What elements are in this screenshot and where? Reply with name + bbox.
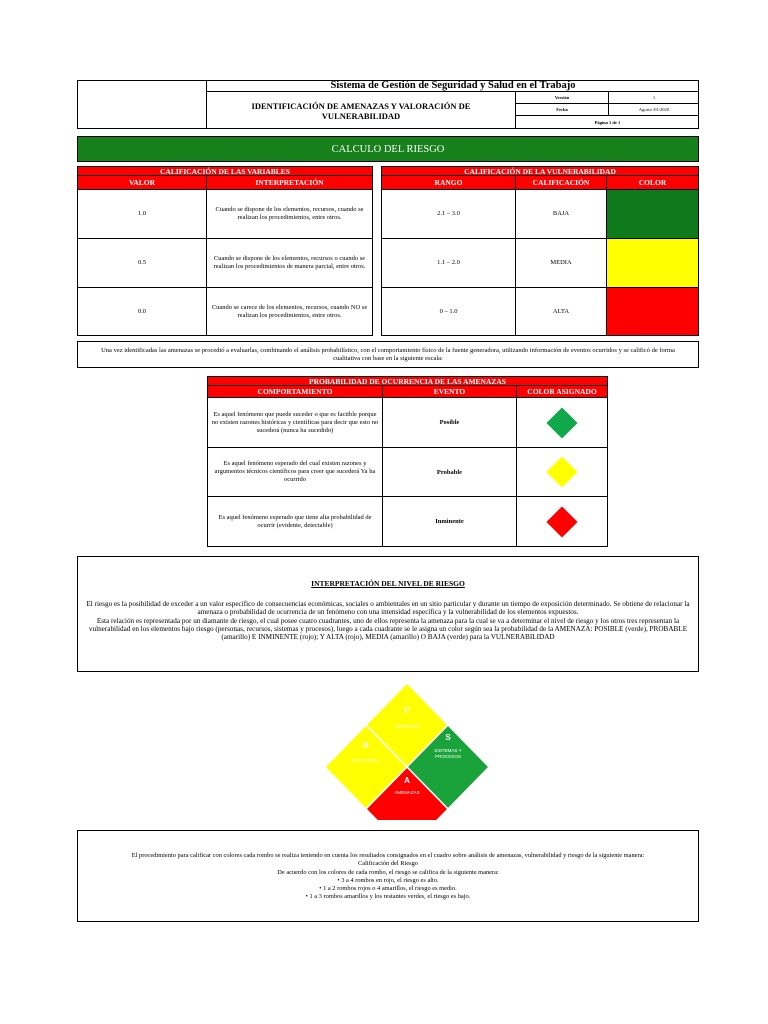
procedure-subtitle: Calificación del Riesgo	[358, 860, 418, 868]
risk-calculation-banner: CALCULO DEL RIESGO	[77, 136, 699, 162]
interpretation-paragraph-2: Esta relación es representada por un diamante de riesgo, el cual posee cuatro cuadrantes, uno de ellos representa la amenaza para la cual se va a determinar el nivel de riesgo y los otros tres representan la vulnerabilidad en los elementos bajo riesgo (personas, recursos, sistemas y procesos), luego a cada cuadrante se le asigna un color según sea la probabilidad de la AMENAZA: POSIBLE (verde), PROBABLE (amarillo) E INMINENTE (rojo); Y ALTA (rojo), MEDIA (amarillo) O BAJA (verde) para la VULNERABILIDAD	[88, 617, 688, 642]
date-label: Fecha	[515, 104, 609, 116]
variable-interpretation: Cuando se dispone de los elementos, recursos, cuando se realizan los procedimientos, entre otros.	[207, 190, 373, 239]
recursos-letter: R	[363, 741, 369, 750]
sistemas-letter: S	[445, 733, 451, 742]
probability-color-cell	[517, 398, 608, 448]
imminent-diamond-icon	[546, 506, 577, 537]
probability-color-cell	[517, 448, 608, 497]
probability-col-color: COLOR ASIGNADO	[517, 386, 608, 398]
version-label: Versión	[515, 92, 609, 104]
probability-table-title: PROBABILIDAD DE OCURRENCIA DE LAS AMENAZAS	[207, 376, 608, 386]
date-value: Agosto /01/2020	[609, 104, 699, 116]
vulnerability-range: 1.1 – 2.0	[381, 239, 516, 288]
vulnerability-col-rating: CALIFICACIÓN	[516, 176, 607, 190]
probability-col-event: EVENTO	[383, 386, 517, 398]
probability-col-behavior: COMPORTAMIENTO	[207, 386, 383, 398]
interpretation-title: INTERPRETACIÓN DEL NIVEL DE RIESGO	[311, 578, 465, 588]
page-number: Página 1 de 1	[515, 116, 699, 129]
vulnerability-table-title: CALIFICACIÓN DE LA VULNERABILIDAD	[381, 166, 699, 176]
sistemas-label-2: PROCESOS	[434, 754, 462, 759]
probability-behavior: Es aquel fenómeno que puede suceder o que es factible porque no existen razones históricas y científicas para decir que esto no sucederá (nunca ha sucedido)	[207, 398, 383, 448]
procedure-rule-intro: De acuerdo con los colores de cada rombo, el riesgo se califica de la siguiente manera:	[277, 868, 499, 876]
document-title: IDENTIFICACIÓN DE AMENAZAS Y VALORACIÓN DE VULNERABILIDAD	[251, 100, 471, 121]
evaluation-note: Una vez identificadas las amenazas se procedió a evaluarlas, combinando el análisis probabilístico, con el comportamiento físico de la fuente generadora, utilizando información de eventos ocurridos y se calificó de forma cualitativa con base en la siguiente escala:	[77, 341, 699, 368]
vulnerability-col-color: COLOR	[607, 176, 699, 190]
possible-diamond-icon	[546, 407, 577, 438]
variables-col-value: VALOR	[77, 176, 207, 190]
vulnerability-rating: ALTA	[516, 288, 607, 336]
personas-label: PERSONAS	[394, 724, 420, 729]
logo-cell	[77, 80, 207, 129]
vulnerability-color-swatch	[607, 190, 699, 239]
personas-letter: P	[404, 706, 410, 715]
procedure-intro: El procedimiento para calificar con colores cada rombo se realiza teniendo en cuenta los resultados consignados en el cuadro sobre análisis de amenazas, vulnerabilidad y riesgo de la siguiente manera:	[131, 852, 645, 859]
vulnerability-rating: BAJA	[516, 190, 607, 239]
variable-interpretation: Cuando se dispone de los elementos, recursos o cuando se realizan los procedimientos de manera parcial, entre otros.	[207, 239, 373, 288]
company-title: Sistema de Gestión de Seguridad y Salud en el Trabajo	[207, 80, 699, 92]
probability-color-cell	[517, 497, 608, 547]
variable-value: 0.5	[77, 239, 207, 288]
version-value: 1	[609, 92, 699, 104]
risk-diamond-diagram	[318, 680, 498, 820]
procedure-rule-medium: • 1 a 2 rombos rojos o 4 amarillos, el riesgo es medio.	[319, 885, 457, 893]
vulnerability-range: 2.1 – 3.0	[381, 190, 516, 239]
vulnerability-rating: MEDIA	[516, 239, 607, 288]
variables-col-interpretation: INTERPRETACIÓN	[207, 176, 373, 190]
amenazas-letter: A	[404, 776, 410, 785]
vulnerability-col-range: RANGO	[381, 176, 516, 190]
recursos-label: RECURSOS	[352, 758, 380, 763]
amenazas-label: AMENAZAS	[394, 790, 420, 795]
variables-table-title: CALIFICACIÓN DE LAS VARIABLES	[77, 166, 373, 176]
interpretation-paragraph-1: El riesgo es la posibilidad de exceder a un valor específico de consecuencias económicas, sociales o ambientales en un sitio particular y durante un tiempo de exposición determinado. Se obtiene de relacionar la amenaza o probabilidad de ocurrencia de un fenómeno con una intensidad específica y la vulnerabilidad de los elementos expuestos.	[86, 600, 690, 617]
sistemas-label-1: SISTEMAS Y	[434, 748, 462, 753]
vulnerability-color-swatch	[607, 239, 699, 288]
variable-value: 0.0	[77, 288, 207, 336]
probability-behavior: Es aquel fenómeno esperado que tiene alta probabilidad de ocurrir (evidente, detectable)	[207, 497, 383, 547]
probable-diamond-icon	[546, 456, 577, 487]
vulnerability-range: 0 – 1.0	[381, 288, 516, 336]
procedure-rule-high: • 3 a 4 rombos en rojo, el riesgo es alto.	[337, 876, 439, 884]
variable-interpretation: Cuando se carece de los elementos, recursos, cuando NO se realizan los procedimientos, entre otros.	[207, 288, 373, 336]
probability-event: Inminente	[383, 497, 517, 547]
probability-behavior: Es aquel fenómeno esperado del cual existen razones y argumentos técnicos científicos para creer que sucederá Ya ha ocurrido	[207, 448, 383, 497]
probability-event: Posible	[383, 398, 517, 448]
probability-event: Probable	[383, 448, 517, 497]
vulnerability-color-swatch	[607, 288, 699, 336]
procedure-rule-low: • 1 a 3 rombos amarillos y los restantes verdes, el riesgo es bajo.	[305, 893, 471, 901]
procedure-text	[82, 852, 694, 902]
variable-value: 1.0	[77, 190, 207, 239]
